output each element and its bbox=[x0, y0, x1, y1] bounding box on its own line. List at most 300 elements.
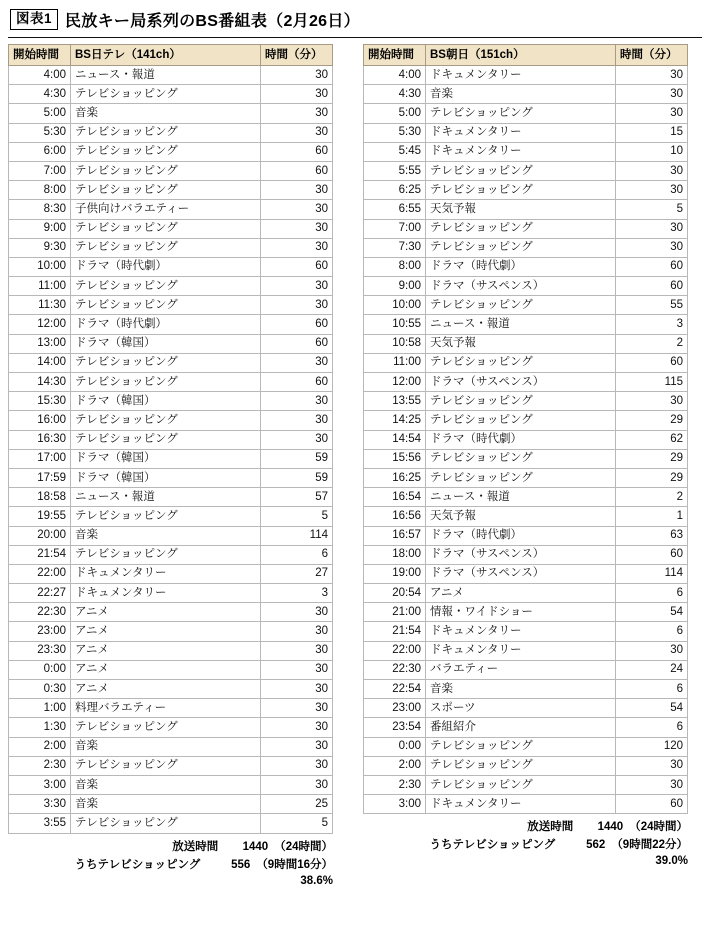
table-row bbox=[9, 564, 333, 583]
cell-program: ドラマ（時代劇） bbox=[426, 257, 616, 276]
cell-duration: 1 bbox=[616, 507, 688, 526]
table-row bbox=[9, 756, 333, 775]
cell-duration: 6 bbox=[616, 622, 688, 641]
cell-program: テレビショッピング bbox=[71, 814, 261, 833]
cell-start-time: 22:27 bbox=[9, 584, 71, 603]
cell-program: テレビショッピング bbox=[426, 449, 616, 468]
cell-duration: 24 bbox=[616, 660, 688, 679]
left-table-wrap bbox=[8, 44, 333, 887]
table-row bbox=[9, 66, 333, 85]
cell-start-time: 10:58 bbox=[364, 334, 426, 353]
cell-program: ドキュメンタリー bbox=[426, 795, 616, 814]
table-row bbox=[9, 181, 333, 200]
cell-start-time: 17:00 bbox=[9, 449, 71, 468]
cell-start-time: 12:00 bbox=[364, 373, 426, 392]
cell-duration: 120 bbox=[616, 737, 688, 756]
table-row bbox=[9, 584, 333, 603]
cell-start-time: 6:25 bbox=[364, 181, 426, 200]
cell-program: 子供向けバラエティー bbox=[71, 200, 261, 219]
cell-start-time: 21:54 bbox=[364, 622, 426, 641]
cell-program: 音楽 bbox=[71, 795, 261, 814]
cell-program: テレビショッピング bbox=[71, 123, 261, 142]
cell-start-time: 3:00 bbox=[364, 795, 426, 814]
cell-program: テレビショッピング bbox=[426, 775, 616, 794]
table-row bbox=[364, 219, 688, 238]
table-row bbox=[9, 660, 333, 679]
cell-duration: 30 bbox=[261, 718, 333, 737]
cell-start-time: 5:55 bbox=[364, 161, 426, 180]
table-row bbox=[364, 641, 688, 660]
cell-duration: 30 bbox=[261, 622, 333, 641]
cell-start-time: 4:00 bbox=[364, 66, 426, 85]
cell-start-time: 16:56 bbox=[364, 507, 426, 526]
cell-duration: 60 bbox=[261, 373, 333, 392]
cell-start-time: 0:00 bbox=[364, 737, 426, 756]
cell-duration: 30 bbox=[261, 756, 333, 775]
cell-start-time: 3:55 bbox=[9, 814, 71, 833]
cell-start-time: 2:30 bbox=[364, 775, 426, 794]
cell-start-time: 21:00 bbox=[364, 603, 426, 622]
right-shopping-percent: 39.0% bbox=[655, 855, 688, 868]
cell-duration: 114 bbox=[616, 564, 688, 583]
column-header-start-time: 開始時間 bbox=[9, 45, 71, 66]
cell-program: アニメ bbox=[71, 603, 261, 622]
cell-duration: 30 bbox=[616, 641, 688, 660]
table-row bbox=[364, 85, 688, 104]
cell-start-time: 14:25 bbox=[364, 411, 426, 430]
cell-duration: 30 bbox=[261, 296, 333, 315]
cell-duration: 5 bbox=[261, 814, 333, 833]
cell-start-time: 20:54 bbox=[364, 584, 426, 603]
cell-start-time: 9:00 bbox=[9, 219, 71, 238]
cell-start-time: 12:00 bbox=[9, 315, 71, 334]
table-row bbox=[364, 181, 688, 200]
table-row bbox=[9, 123, 333, 142]
left-shopping-note: （9時間16分） bbox=[256, 858, 333, 871]
cell-start-time: 7:30 bbox=[364, 238, 426, 257]
column-header-channel: BS日テレ（141ch） bbox=[71, 45, 261, 66]
cell-duration: 60 bbox=[616, 277, 688, 296]
cell-program: テレビショッピング bbox=[426, 737, 616, 756]
cell-duration: 30 bbox=[261, 85, 333, 104]
cell-start-time: 15:56 bbox=[364, 449, 426, 468]
table-row bbox=[364, 392, 688, 411]
cell-duration: 3 bbox=[616, 315, 688, 334]
table-row bbox=[364, 680, 688, 699]
cell-program: 天気予報 bbox=[426, 334, 616, 353]
cell-program: ニュース・報道 bbox=[426, 488, 616, 507]
cell-start-time: 0:30 bbox=[9, 680, 71, 699]
cell-duration: 60 bbox=[261, 315, 333, 334]
cell-start-time: 16:30 bbox=[9, 430, 71, 449]
cell-duration: 30 bbox=[261, 353, 333, 372]
left-shopping-value: 556 bbox=[231, 858, 251, 871]
table-row bbox=[364, 200, 688, 219]
table-row bbox=[9, 142, 333, 161]
cell-duration: 6 bbox=[616, 718, 688, 737]
cell-start-time: 14:54 bbox=[364, 430, 426, 449]
left-total-note: （24時間） bbox=[274, 840, 333, 853]
cell-program: テレビショッピング bbox=[426, 161, 616, 180]
table-row bbox=[9, 353, 333, 372]
cell-program: ニュース・報道 bbox=[71, 66, 261, 85]
cell-program: ニュース・報道 bbox=[71, 488, 261, 507]
cell-start-time: 13:55 bbox=[364, 392, 426, 411]
cell-start-time: 3:30 bbox=[9, 795, 71, 814]
cell-start-time: 9:00 bbox=[364, 277, 426, 296]
cell-start-time: 11:30 bbox=[9, 296, 71, 315]
table-row bbox=[9, 257, 333, 276]
cell-start-time: 11:00 bbox=[364, 353, 426, 372]
cell-program: アニメ bbox=[71, 660, 261, 679]
table-row bbox=[9, 507, 333, 526]
cell-start-time: 5:00 bbox=[9, 104, 71, 123]
cell-start-time: 6:55 bbox=[364, 200, 426, 219]
cell-start-time: 1:00 bbox=[9, 699, 71, 718]
table-row bbox=[9, 449, 333, 468]
cell-program: ドラマ（サスペンス） bbox=[426, 545, 616, 564]
cell-duration: 30 bbox=[616, 219, 688, 238]
cell-program: 音楽 bbox=[71, 104, 261, 123]
table-row bbox=[364, 775, 688, 794]
cell-duration: 30 bbox=[261, 104, 333, 123]
cell-start-time: 18:58 bbox=[9, 488, 71, 507]
cell-program: 天気予報 bbox=[426, 507, 616, 526]
cell-duration: 30 bbox=[261, 603, 333, 622]
cell-duration: 30 bbox=[261, 219, 333, 238]
cell-duration: 60 bbox=[261, 161, 333, 180]
cell-duration: 3 bbox=[261, 584, 333, 603]
table-row bbox=[364, 699, 688, 718]
cell-duration: 25 bbox=[261, 795, 333, 814]
cell-start-time: 10:00 bbox=[364, 296, 426, 315]
cell-program: ドラマ（時代劇） bbox=[71, 315, 261, 334]
cell-program: テレビショッピング bbox=[71, 430, 261, 449]
schedule-table-bs-asahi bbox=[363, 44, 688, 814]
cell-program: テレビショッピング bbox=[71, 353, 261, 372]
cell-program: テレビショッピング bbox=[71, 411, 261, 430]
cell-program: 天気予報 bbox=[426, 200, 616, 219]
cell-duration: 30 bbox=[261, 680, 333, 699]
table-row bbox=[9, 622, 333, 641]
figure-badge: 図表1 bbox=[10, 9, 58, 30]
cell-duration: 60 bbox=[261, 334, 333, 353]
cell-start-time: 22:00 bbox=[364, 641, 426, 660]
cell-program: テレビショッピング bbox=[71, 507, 261, 526]
cell-duration: 2 bbox=[616, 488, 688, 507]
table-row bbox=[9, 718, 333, 737]
cell-start-time: 19:00 bbox=[364, 564, 426, 583]
cell-program: ドラマ（サスペンス） bbox=[426, 564, 616, 583]
table-row bbox=[9, 161, 333, 180]
cell-program: ドキュメンタリー bbox=[426, 123, 616, 142]
cell-start-time: 14:00 bbox=[9, 353, 71, 372]
cell-start-time: 19:55 bbox=[9, 507, 71, 526]
cell-start-time: 20:00 bbox=[9, 526, 71, 545]
cell-program: テレビショッピング bbox=[71, 142, 261, 161]
table-row bbox=[364, 334, 688, 353]
table-row bbox=[364, 104, 688, 123]
cell-duration: 15 bbox=[616, 123, 688, 142]
cell-duration: 5 bbox=[616, 200, 688, 219]
table-row bbox=[364, 430, 688, 449]
table-row bbox=[9, 795, 333, 814]
cell-program: ドラマ（サスペンス） bbox=[426, 277, 616, 296]
cell-start-time: 5:00 bbox=[364, 104, 426, 123]
cell-program: ドラマ（時代劇） bbox=[71, 257, 261, 276]
cell-program: 音楽 bbox=[71, 526, 261, 545]
cell-program: スポーツ bbox=[426, 699, 616, 718]
cell-program: テレビショッピング bbox=[71, 238, 261, 257]
cell-program: 音楽 bbox=[71, 737, 261, 756]
cell-program: アニメ bbox=[71, 622, 261, 641]
cell-duration: 60 bbox=[616, 795, 688, 814]
cell-start-time: 21:54 bbox=[9, 545, 71, 564]
cell-program: テレビショッピング bbox=[71, 718, 261, 737]
cell-program: ニュース・報道 bbox=[426, 315, 616, 334]
cell-duration: 30 bbox=[616, 392, 688, 411]
cell-program: バラエティー bbox=[426, 660, 616, 679]
cell-duration: 2 bbox=[616, 334, 688, 353]
table-row bbox=[364, 603, 688, 622]
right-total-label: 放送時間 bbox=[527, 821, 574, 834]
right-shopping-note: （9時間22分） bbox=[611, 839, 688, 852]
cell-duration: 30 bbox=[616, 775, 688, 794]
left-total-value: 1440 bbox=[242, 840, 269, 853]
cell-program: 番組紹介 bbox=[426, 718, 616, 737]
cell-program: テレビショッピング bbox=[426, 411, 616, 430]
table-row bbox=[364, 238, 688, 257]
table-row bbox=[9, 814, 333, 833]
cell-program: アニメ bbox=[71, 641, 261, 660]
cell-start-time: 23:54 bbox=[364, 718, 426, 737]
cell-duration: 30 bbox=[261, 238, 333, 257]
table-row bbox=[364, 142, 688, 161]
right-total-note: （24時間） bbox=[629, 821, 688, 834]
cell-duration: 54 bbox=[616, 699, 688, 718]
cell-program: テレビショッピング bbox=[71, 373, 261, 392]
cell-program: ドラマ（時代劇） bbox=[426, 430, 616, 449]
cell-start-time: 10:55 bbox=[364, 315, 426, 334]
cell-start-time: 3:00 bbox=[9, 775, 71, 794]
cell-duration: 10 bbox=[616, 142, 688, 161]
table-row bbox=[364, 660, 688, 679]
cell-duration: 60 bbox=[616, 353, 688, 372]
cell-program: テレビショッピング bbox=[71, 296, 261, 315]
cell-duration: 29 bbox=[616, 411, 688, 430]
table-row bbox=[364, 564, 688, 583]
cell-start-time: 16:25 bbox=[364, 468, 426, 487]
table-row bbox=[364, 449, 688, 468]
table-row bbox=[9, 85, 333, 104]
cell-program: 料理バラエティー bbox=[71, 699, 261, 718]
table-row bbox=[9, 603, 333, 622]
cell-program: ドキュメンタリー bbox=[426, 66, 616, 85]
cell-start-time: 23:30 bbox=[9, 641, 71, 660]
cell-program: 情報・ワイドショー bbox=[426, 603, 616, 622]
cell-duration: 6 bbox=[261, 545, 333, 564]
cell-start-time: 8:00 bbox=[9, 181, 71, 200]
cell-program: アニメ bbox=[426, 584, 616, 603]
cell-start-time: 0:00 bbox=[9, 660, 71, 679]
cell-program: ドラマ（時代劇） bbox=[426, 526, 616, 545]
table-row bbox=[364, 718, 688, 737]
cell-duration: 63 bbox=[616, 526, 688, 545]
cell-start-time: 10:00 bbox=[9, 257, 71, 276]
cell-start-time: 1:30 bbox=[9, 718, 71, 737]
cell-start-time: 8:00 bbox=[364, 257, 426, 276]
cell-program: テレビショッピング bbox=[71, 181, 261, 200]
table-row bbox=[364, 123, 688, 142]
left-shopping-label: うちテレビショッピング bbox=[74, 858, 201, 871]
cell-duration: 30 bbox=[261, 277, 333, 296]
cell-duration: 115 bbox=[616, 373, 688, 392]
cell-start-time: 15:30 bbox=[9, 392, 71, 411]
cell-program: テレビショッピング bbox=[426, 353, 616, 372]
cell-program: テレビショッピング bbox=[426, 181, 616, 200]
cell-duration: 6 bbox=[616, 680, 688, 699]
table-row bbox=[364, 488, 688, 507]
cell-duration: 59 bbox=[261, 468, 333, 487]
cell-program: 音楽 bbox=[71, 775, 261, 794]
cell-start-time: 4:30 bbox=[364, 85, 426, 104]
cell-start-time: 17:59 bbox=[9, 468, 71, 487]
cell-start-time: 9:30 bbox=[9, 238, 71, 257]
cell-start-time: 23:00 bbox=[9, 622, 71, 641]
cell-program: テレビショッピング bbox=[71, 85, 261, 104]
right-summary-shopping bbox=[363, 835, 688, 853]
column-header-duration: 時間（分） bbox=[616, 45, 688, 66]
cell-duration: 30 bbox=[261, 200, 333, 219]
cell-start-time: 4:00 bbox=[9, 66, 71, 85]
table-row bbox=[9, 468, 333, 487]
cell-duration: 30 bbox=[261, 123, 333, 142]
cell-program: テレビショッピング bbox=[426, 468, 616, 487]
cell-duration: 55 bbox=[616, 296, 688, 315]
cell-start-time: 11:00 bbox=[9, 277, 71, 296]
table-row bbox=[364, 756, 688, 775]
table-row bbox=[364, 353, 688, 372]
page-title bbox=[8, 6, 702, 37]
right-table-wrap bbox=[363, 44, 688, 867]
cell-duration: 30 bbox=[261, 181, 333, 200]
table-row bbox=[9, 296, 333, 315]
cell-start-time: 22:30 bbox=[364, 660, 426, 679]
cell-program: テレビショッピング bbox=[426, 392, 616, 411]
cell-duration: 30 bbox=[261, 699, 333, 718]
right-shopping-value: 562 bbox=[586, 839, 606, 852]
cell-start-time: 18:00 bbox=[364, 545, 426, 564]
cell-program: テレビショッピング bbox=[71, 161, 261, 180]
table-row bbox=[364, 315, 688, 334]
cell-duration: 30 bbox=[261, 641, 333, 660]
cell-program: ドラマ（韓国） bbox=[71, 392, 261, 411]
title-divider bbox=[8, 37, 702, 38]
cell-duration: 29 bbox=[616, 468, 688, 487]
cell-start-time: 22:00 bbox=[9, 564, 71, 583]
cell-duration: 60 bbox=[616, 257, 688, 276]
cell-duration: 60 bbox=[616, 545, 688, 564]
table-row bbox=[364, 622, 688, 641]
cell-program: テレビショッピング bbox=[426, 219, 616, 238]
right-total-value: 1440 bbox=[597, 821, 624, 834]
table-row bbox=[364, 66, 688, 85]
cell-program: テレビショッピング bbox=[71, 219, 261, 238]
table-row bbox=[9, 104, 333, 123]
cell-program: ドキュメンタリー bbox=[426, 641, 616, 660]
table-row bbox=[9, 277, 333, 296]
cell-duration: 30 bbox=[261, 660, 333, 679]
table-row bbox=[364, 737, 688, 756]
cell-start-time: 14:30 bbox=[9, 373, 71, 392]
cell-start-time: 16:57 bbox=[364, 526, 426, 545]
left-summary-shopping bbox=[8, 855, 333, 873]
cell-program: 音楽 bbox=[426, 85, 616, 104]
cell-duration: 30 bbox=[261, 775, 333, 794]
cell-duration: 30 bbox=[261, 392, 333, 411]
table-row bbox=[364, 257, 688, 276]
table-row bbox=[9, 680, 333, 699]
table-row bbox=[9, 699, 333, 718]
cell-start-time: 23:00 bbox=[364, 699, 426, 718]
cell-start-time: 16:00 bbox=[9, 411, 71, 430]
table-row bbox=[9, 641, 333, 660]
cell-start-time: 5:30 bbox=[364, 123, 426, 142]
table-row bbox=[9, 775, 333, 794]
cell-program: テレビショッピング bbox=[71, 756, 261, 775]
cell-start-time: 6:00 bbox=[9, 142, 71, 161]
table-row bbox=[9, 392, 333, 411]
cell-program: ドキュメンタリー bbox=[426, 622, 616, 641]
cell-program: ドラマ（韓国） bbox=[71, 449, 261, 468]
cell-program: テレビショッピング bbox=[71, 545, 261, 564]
cell-start-time: 7:00 bbox=[364, 219, 426, 238]
cell-start-time: 7:00 bbox=[9, 161, 71, 180]
left-total-label: 放送時間 bbox=[172, 840, 219, 853]
cell-duration: 114 bbox=[261, 526, 333, 545]
cell-program: テレビショッピング bbox=[426, 296, 616, 315]
column-header-duration: 時間（分） bbox=[261, 45, 333, 66]
cell-program: ドラマ（韓国） bbox=[71, 468, 261, 487]
table-header-row bbox=[9, 45, 333, 66]
cell-duration: 60 bbox=[261, 142, 333, 161]
cell-duration: 30 bbox=[616, 756, 688, 775]
cell-start-time: 2:00 bbox=[9, 737, 71, 756]
table-row bbox=[9, 200, 333, 219]
figure-title: 民放キー局系列のBS番組表（2月26日） bbox=[65, 13, 360, 30]
table-row bbox=[9, 526, 333, 545]
left-table-summary bbox=[8, 837, 333, 887]
table-row bbox=[9, 488, 333, 507]
cell-duration: 59 bbox=[261, 449, 333, 468]
cell-start-time: 5:45 bbox=[364, 142, 426, 161]
right-summary-total bbox=[363, 817, 688, 835]
right-shopping-label: うちテレビショッピング bbox=[429, 839, 556, 852]
cell-program: アニメ bbox=[71, 680, 261, 699]
cell-duration: 30 bbox=[261, 411, 333, 430]
cell-program: ドキュメンタリー bbox=[426, 142, 616, 161]
cell-duration: 57 bbox=[261, 488, 333, 507]
schedule-table-bs-nittele bbox=[8, 44, 333, 834]
cell-program: 音楽 bbox=[426, 680, 616, 699]
table-row bbox=[364, 373, 688, 392]
cell-duration: 54 bbox=[616, 603, 688, 622]
tables-container bbox=[8, 44, 702, 887]
cell-start-time: 22:30 bbox=[9, 603, 71, 622]
cell-duration: 30 bbox=[261, 737, 333, 756]
table-row bbox=[364, 468, 688, 487]
table-row bbox=[364, 411, 688, 430]
